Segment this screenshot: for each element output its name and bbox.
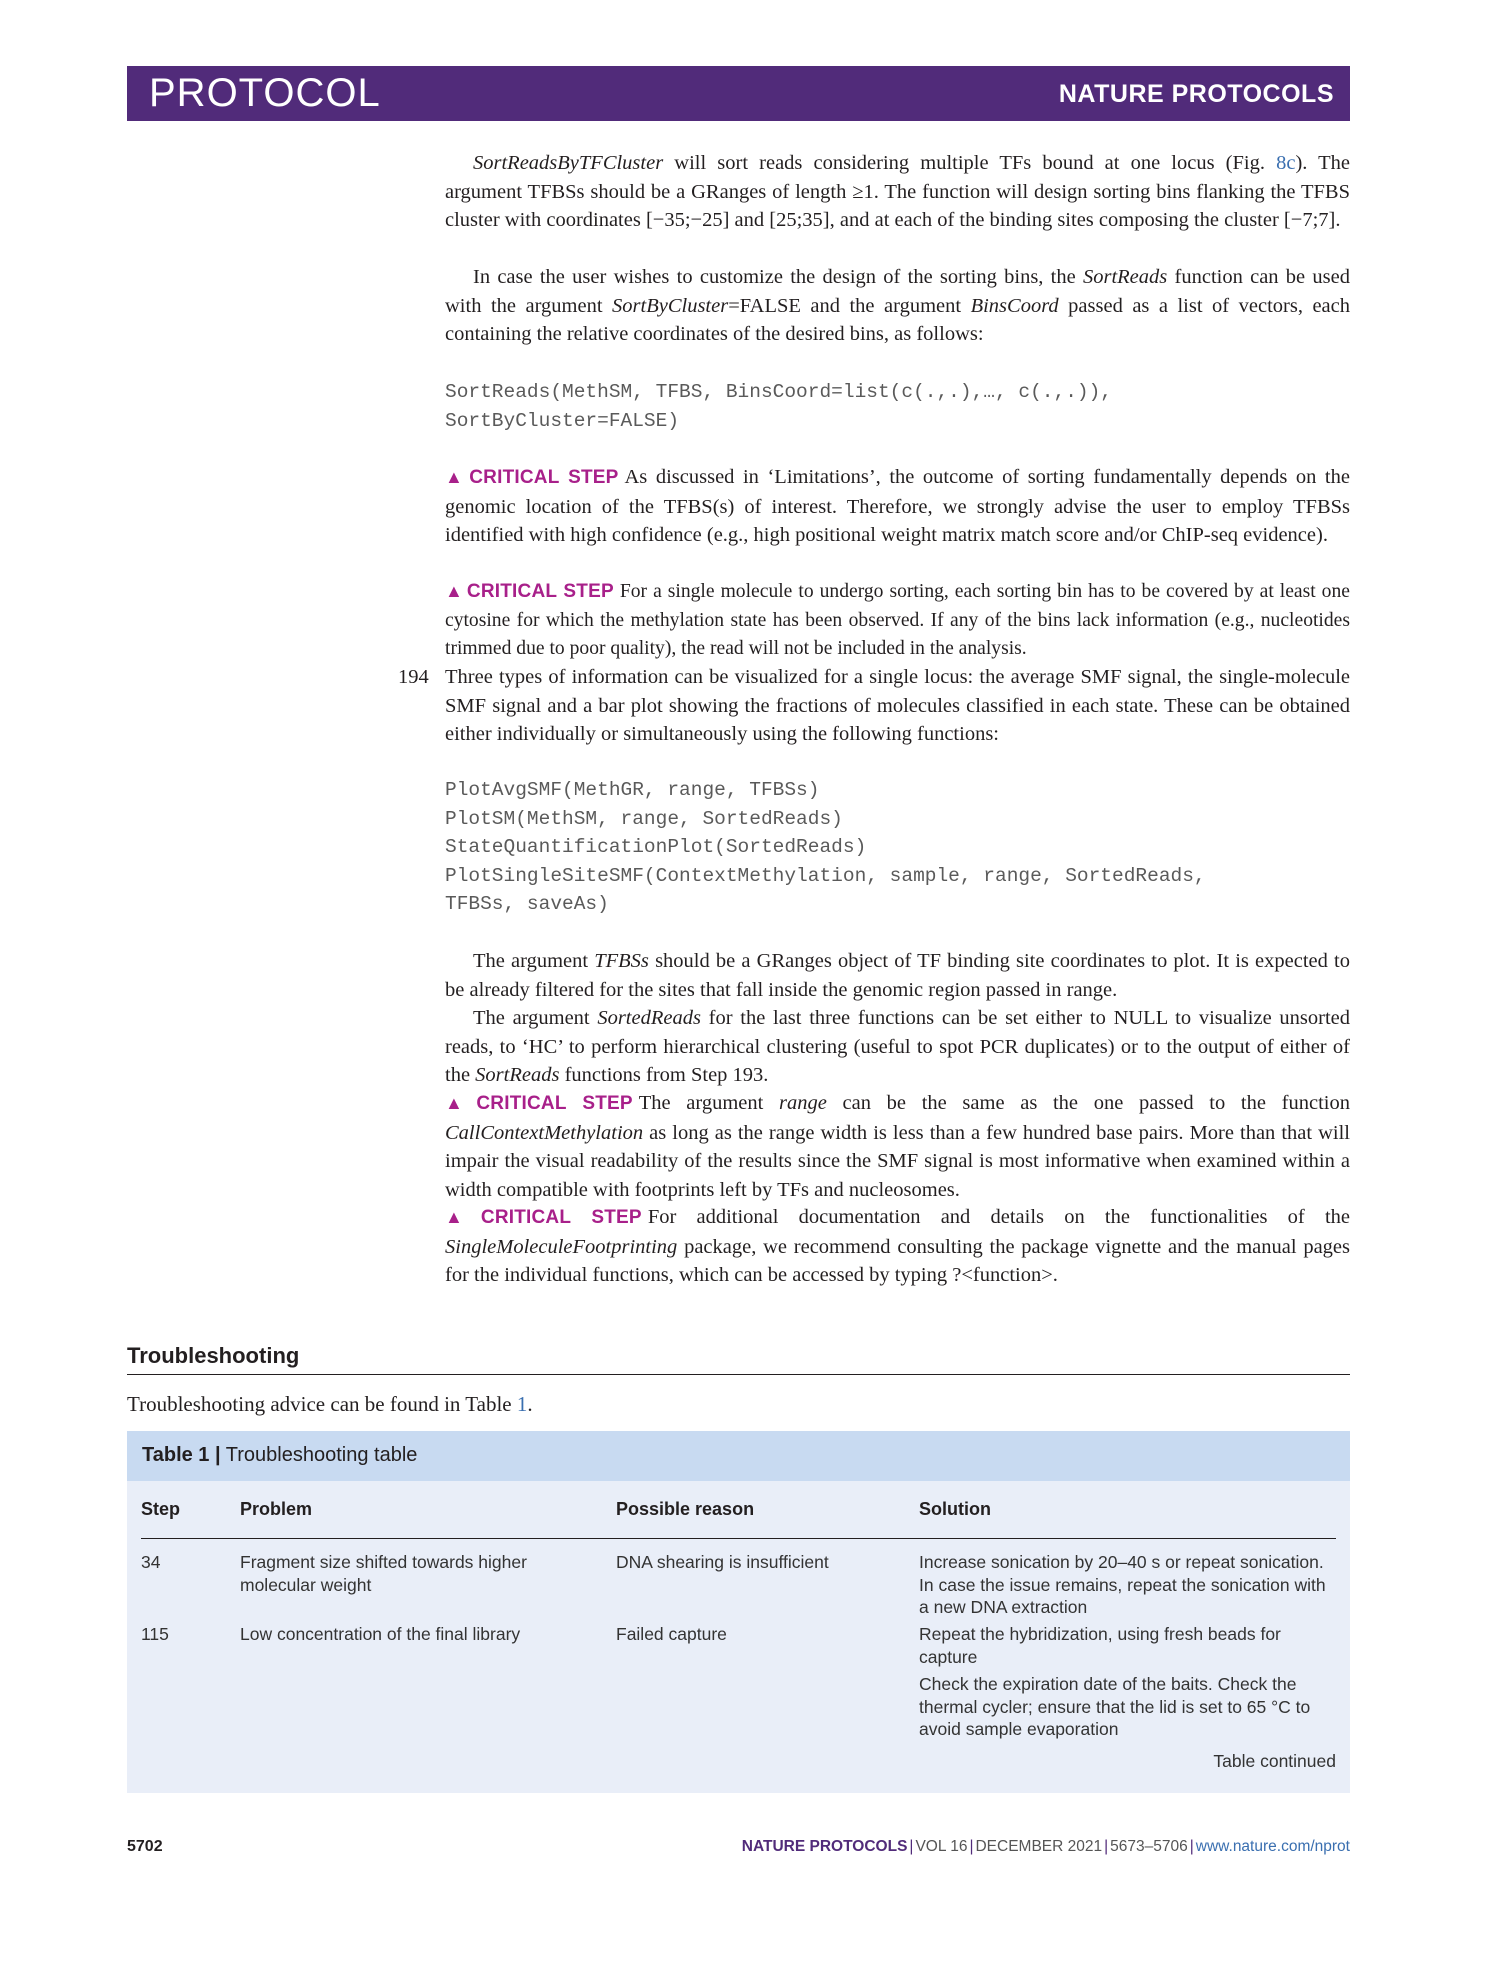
table-cell-step: 115 [141, 1624, 169, 1644]
triangle-warning-icon: ▲ [445, 467, 467, 487]
footer-citation: NATURE PROTOCOLS | VOL 16 | DECEMBER 2021 | 5673–5706 | www.nature.com/nprot [741, 1838, 1350, 1855]
footer-url-link[interactable]: www.nature.com/nprot [1195, 1838, 1350, 1855]
table-cell-solution: Repeat the hybridization, using fresh beads for capture [919, 1624, 1281, 1667]
section-label: PROTOCOL [149, 71, 381, 115]
critical-step-2: ▲ CRITICAL STEP For a single molecule to undergo sorting, each sorting bin has to be covered by at least one cytosine for which the methylation state has been observed. If any of the bins lack information (e.g., nucleotides trimmed due to poor quality), the read will not be included in the analysis. [445, 581, 1350, 659]
table-cell-solution: Increase sonication by 20–40 s or repeat sonication. In case the issue remains, repeat the sonication with a new DNA extraction [919, 1552, 1326, 1617]
troubleshooting-table [127, 1431, 1350, 1793]
critical-step-label: CRITICAL STEP [476, 1093, 633, 1114]
footer-journal: NATURE PROTOCOLS [741, 1838, 908, 1855]
code-block-plot-functions: PlotAvgSMF(MethGR, range, TFBSs) PlotSM(MethSM, range, SortedReads) StateQuantificationPlot(SortedReads) PlotSingleSiteSMF(ContextMethylation, sample, range, SortedReads, TFBSs, saveAs) [445, 779, 1206, 915]
section-heading-troubleshooting: Troubleshooting [127, 1343, 300, 1368]
table-continued-note: Table continued [1213, 1751, 1336, 1771]
critical-step-1: ▲ CRITICAL STEP As discussed in ‘Limitations’, the outcome of sorting fundamentally depends on the genomic location of the TFBS(s) of interest. Therefore, we strongly advise the user to employ TFBSs identified with high confidence (e.g., high positional weight matrix match score and/or ChIP-seq evidence). [445, 466, 1350, 546]
paragraph-custom-bins: In case the user wishes to customize the design of the sorting bins, the SortReads function can be used with the argument SortByCluster=FALSE and the argument BinsCoord passed as a list of vectors, each containing the relative coordinates of the desired bins, as follows: [445, 266, 1350, 345]
figure-link[interactable]: 8c [1276, 152, 1296, 174]
table-title-bar [127, 1431, 1350, 1481]
function-name: SortReadsByTFCluster [473, 152, 664, 174]
triangle-warning-icon: ▲ [445, 1207, 478, 1227]
paragraph-sortreadsbytfcluster: SortReadsByTFCluster will sort reads considering multiple TFs bound at one locus (Fig. 8c). The argument TFBSs should be a GRanges of length ≥1. The function will design sorting bins flanking the TFBS cluster with coordinates [−35;−25] and [25;35], and at each of the binding sites composing the cluster [−7;7]. [445, 152, 1351, 231]
critical-step-label: CRITICAL STEP [480, 1207, 642, 1228]
column-header-problem: Problem [240, 1499, 313, 1519]
table-cell-problem: Low concentration of the final library [240, 1624, 521, 1644]
table-cell-problem: Fragment size shifted towards higher molecular weight [240, 1552, 527, 1595]
footer-date: DECEMBER 2021 [975, 1838, 1103, 1855]
journal-name: NATURE PROTOCOLS [1058, 80, 1334, 108]
triangle-warning-icon: ▲ [445, 581, 464, 601]
table-title: Table 1 | Troubleshooting table [142, 1444, 418, 1466]
critical-step-label: CRITICAL STEP [466, 581, 614, 602]
triangle-warning-icon: ▲ [445, 1093, 474, 1113]
header-banner [127, 66, 1350, 121]
paragraph-sortedreads-argument: The argument SortedReads for the last three functions can be set either to NULL to visualize unsorted reads, to ‘HC’ to perform hierarchical clustering (useful to spot PCR duplicates) or to the output of either of the SortReads functions from Step 193. [445, 1007, 1350, 1086]
page-number: 5702 [127, 1838, 163, 1855]
critical-step-label: CRITICAL STEP [469, 467, 619, 488]
code-block-sortreads: SortReads(MethSM, TFBS, BinsCoord=list(c(.,.),…, c(.,.)), SortByCluster=FALSE) [445, 381, 1113, 432]
table-header-rule [141, 1538, 1336, 1539]
paragraph-tfbss-argument: The argument TFBSs should be a GRanges object of TF binding site coordinates to plot. It is expected to be already filtered for the sites that fall inside the genomic region passed in range. [445, 950, 1350, 1001]
column-header-step: Step [141, 1499, 181, 1519]
troubleshooting-intro: Troubleshooting advice can be found in Table 1. [127, 1392, 533, 1416]
table-link[interactable]: 1 [516, 1392, 528, 1416]
table-cell-reason: DNA shearing is insufficient [616, 1552, 829, 1572]
table-cell-step: 34 [141, 1552, 161, 1572]
critical-step-4: ▲ CRITICAL STEP For additional documentation and details on the functionalities of the SingleMoleculeFootprinting package, we recommend consulting the package vignette and the manual pages for the individual functions, which can be accessed by typing ?<function>. [445, 1206, 1350, 1286]
footer-pages: 5673–5706 [1110, 1838, 1188, 1855]
table-cell-solution: Check the expiration date of the baits. Check the thermal cycler; ensure that the lid is set to 65 °C to avoid sample evaporation [919, 1674, 1311, 1739]
critical-step-3: ▲ CRITICAL STEP The argument range can be the same as the one passed to the function CallContextMethylation as long as the range width is less than a few hundred base pairs. More than that will impair the visual readability of the results since the SMF signal is most informative when examined within a width compatible with footprints left by TFs and nucleosomes. [445, 1092, 1350, 1201]
step-number: 194 [398, 666, 429, 688]
footer-volume: VOL 16 [915, 1838, 968, 1855]
column-header-reason: Possible reason [616, 1499, 755, 1519]
step-194-text: Three types of information can be visualized for a single locus: the average SMF signal, the single-molecule SMF signal and a bar plot showing the fractions of molecules classified in each state. These can be obtained either individually or simultaneously using the following functions: [445, 666, 1350, 745]
column-header-solution: Solution [919, 1499, 991, 1519]
table-cell-reason: Failed capture [616, 1624, 727, 1644]
section-divider [127, 1374, 1350, 1375]
